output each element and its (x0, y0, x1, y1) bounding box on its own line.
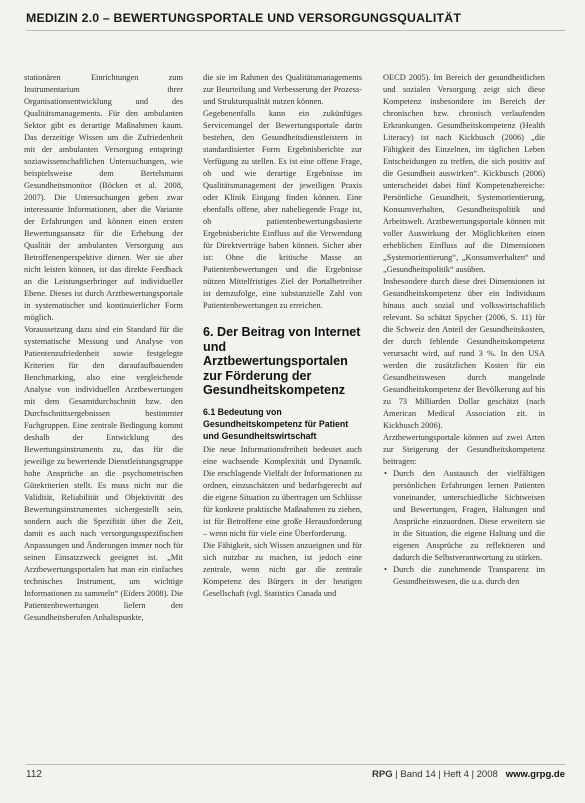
paragraph: Gegebenenfalls kann ein zukünftiges Servicemangel der Bewertungsportale darin bestehen, den Gesundheitsdienstleistern in standardisierter Form Ergebnisberichte zur Verfügung zu stellen. Es ist eine offene Frage, ob und wie derartige Ergebnisse im Qualitätsmanagement der jeweiligen Praxis oder Klinik Eingang finden können. Eine ebenfalls offene, aber naheliegende Frage ist, ob patientenbewertungsbasierte Ergebnisberichte Einfluss auf die Verwendung für Direktverträge haben können. Sicher aber ist: Ohne die kritische Masse an Patientenbewertungen und die Ergebnisse nützen Mittelfristiges Ziel der Portalbetreiber ist demzufolge, eine substanzielle Zahl von Patientenbewertungen zu erreichen. (203, 109, 362, 310)
paragraph: OECD 2005). Im Bereich der gesundheitlichen und sozialen Versorgung zeigt sich diese Kompetenz insbesondere im Bereich der chronischen bzw. chronisch verlaufenden Erkrankungen. Gesundheitskompetenz (Health Literacy) ist nach Kickbusch (2006) „die Fähigkeit des Einzelnen, im täglichen Leben Entscheidungen zu treffen, die sich positiv auf die Gesundheit auswirken“. Kickbusch (2006) unterscheidet dabei fünf Kompetenzbereiche: Persönliche Gesundheit, Systemorientierung, Konsumverhalten, Gesundheitspolitik und Arbeitswelt. Arztbewertungsportale können mit voller Auswirkung der Möglichkeiten einen erheblichen Einfluss auf die Dimensionen „Systemorientierung“, „Konsumverhalten“ und „Gesundheitspolitik“ ausüben. (383, 73, 545, 274)
list-item: • Durch den Austausch der vielfältigen persönlichen Erfahrungen lernen Patienten voneinander, unterschiedliche Sichtweisen und Bewertungen, Fragen, Haltungen und Ansprüche einzuordnen. Diese erweitern sie in die Situation, die eigene Haltung und die eigenen Ansprüche zu reflektieren und dadurch die Selbstverantwortung zu stärken. (393, 468, 545, 564)
paragraph: Insbesondere durch diese drei Dimensionen ist Gesundheitskompetenz über ein Individuum hinaus auch sozial und volkswirtschaftlich relevant. So schätzt Spycher (2006, S. 11) für die Schweiz den Anteil der Gesundheitskosten, der durch fehlende Gesundheitskompetenz verursacht wird, auf rund 3 %. In den USA werden die zusätzlichen Kosten für ein Gesundheitswesen durch mangelnde Gesundheitskompetenz der Bevölkerung auf bis zu 73 Milliarden Dollar geschätzt (nach American Medical Association zit. in Kickbusch 2006). (383, 277, 545, 430)
paragraph: Arztbewertungsportale können auf zwei Arten zur Steigerung der Gesundheitskompetenz beitragen: (383, 433, 545, 466)
text-column-3 (383, 72, 545, 772)
paragraph: Voraussetzung dazu sind ein Standard für die systematische Messung und Analyse von Patientenzufriedenheit sowie festgelegte Kriterien für den daraufaufbauenden Benchmarking, also eine vergleichende Analyse von individuellen Arztbewertungen mit dem Gesamtdurchschnitt bzw. den Durchschnittsergebnissen bestimmter Fachgruppen. Eine zentrale Bedingung kommt deshalb der Entwicklung des Bewertungsinstruments zu, das für die jeweilige zu bewertende Dienstleistungsgruppe hohe Ansprüche an die psychometrischen Gütekriterien stellt. Es muss nicht nur die Validität, Reliabilität und Objektivität des Bewertungsinstrumentes sichergestellt sein, sondern auch die Spezifität über die Zeit, damit es auch nach versorgungsspezifischen Anpassungen und Änderungen immer noch für seinen Einsatzzweck geeignet ist. „Mit Arztbewertungsportalen hat man ein einfaches technisches Instrument, um wichtige Informationen zu sammeln“ (Eiders 2008). Die Patientenbewertungen liefern den Gesundheitsberufen Anhaltspunkte, (24, 325, 183, 622)
paragraph: Die neue Informationsfreiheit bedeutet auch eine wachsende Komplexität und Dynamik. Die erschlagende Vielfalt der Informationen zu ordnen, einzuschätzen und bedarfsgerecht auf die eigene Situation zu übertragen um Schlüsse für konkrete praktische Maßnahmen zu ziehen, ist für Betroffene eine große Herausforderung – wenn nicht für viele eine Überforderung. (203, 444, 362, 538)
journal-url-link[interactable]: www.grpg.de (505, 769, 565, 780)
year-label: 2008 (476, 769, 498, 780)
text-column-1 (24, 72, 183, 772)
paragraph: stationären Einrichtungen zum Instrumentarium ihrer Organisationsentwicklung und des Qualitätsmanagements. Für den ambulanten Sektor gibt es derartige Maßnahmen kaum. Das derzeitige Wissen um die Zufriedenheit mit der ambulanten Versorgung entspringt soziawissenschaftlichen Untersuchungen, wie beispielsweise dem Bertelsmann Gesundheitsmonitor (Böcken et al. 2008, 2007). Die Untersuchungen geben zwar interessante Informationen, aber die Variante der Erfahrungen und können einen ersten Bewertungsansatz für die Erhebung der Qualität der ambulanten Versorgung aus Betroffenenperspektive dienen. Wer sie aber nicht leisten können, ist das direkte Feedback an die Leistungserbringer auf individueller Ebene. Dieses ist durch Arztbewertungsportale in systematischer und kontinuierlicher Form möglich. (24, 73, 183, 322)
bullet-list (383, 468, 545, 588)
section-title: 6. Der Beitrag von Internet und Arztbewertungsportalen zur Förderung der Gesundheitskompetenz (203, 325, 361, 397)
page-number: 112 (26, 769, 42, 780)
paragraph: die sie im Rahmen des Qualitätsmanagements zur Beurteilung und Verbesserung der Prozess- und Strukturqualität nutzen können. (203, 73, 362, 106)
running-header: MEDIZIN 2.0 – BEWERTUNGSPORTALE UND VERSORGUNGSQUALITÄT (26, 11, 462, 25)
list-item: • Durch die zunehmende Transparenz im Gesundheitswesen, die u.a. durch den (393, 564, 545, 588)
journal-footer: RPG | Band 14 | Heft 4 | 2008 www.grpg.de (372, 769, 565, 780)
paragraph: Die Fähigkeit, sich Wissen anzueignen und für sich nutzbar zu machen, ist jedoch eine zentrale, wenn nicht gar die zentrale Kompetenz des Bürgers in der heutigen Gesellschaft (vgl. Statistics Canada und (203, 540, 362, 598)
subsection-title: 6.1 Bedeutung von Gesundheitskompetenz für Patient und Gesundheitswirtschaft (203, 406, 349, 441)
journal-name: RPG (372, 769, 393, 780)
footer-divider (26, 764, 565, 765)
volume-label: Band 14 (400, 769, 436, 780)
text-column-2 (203, 72, 362, 772)
header-divider (26, 30, 565, 31)
issue-label: Heft 4 (443, 769, 469, 780)
